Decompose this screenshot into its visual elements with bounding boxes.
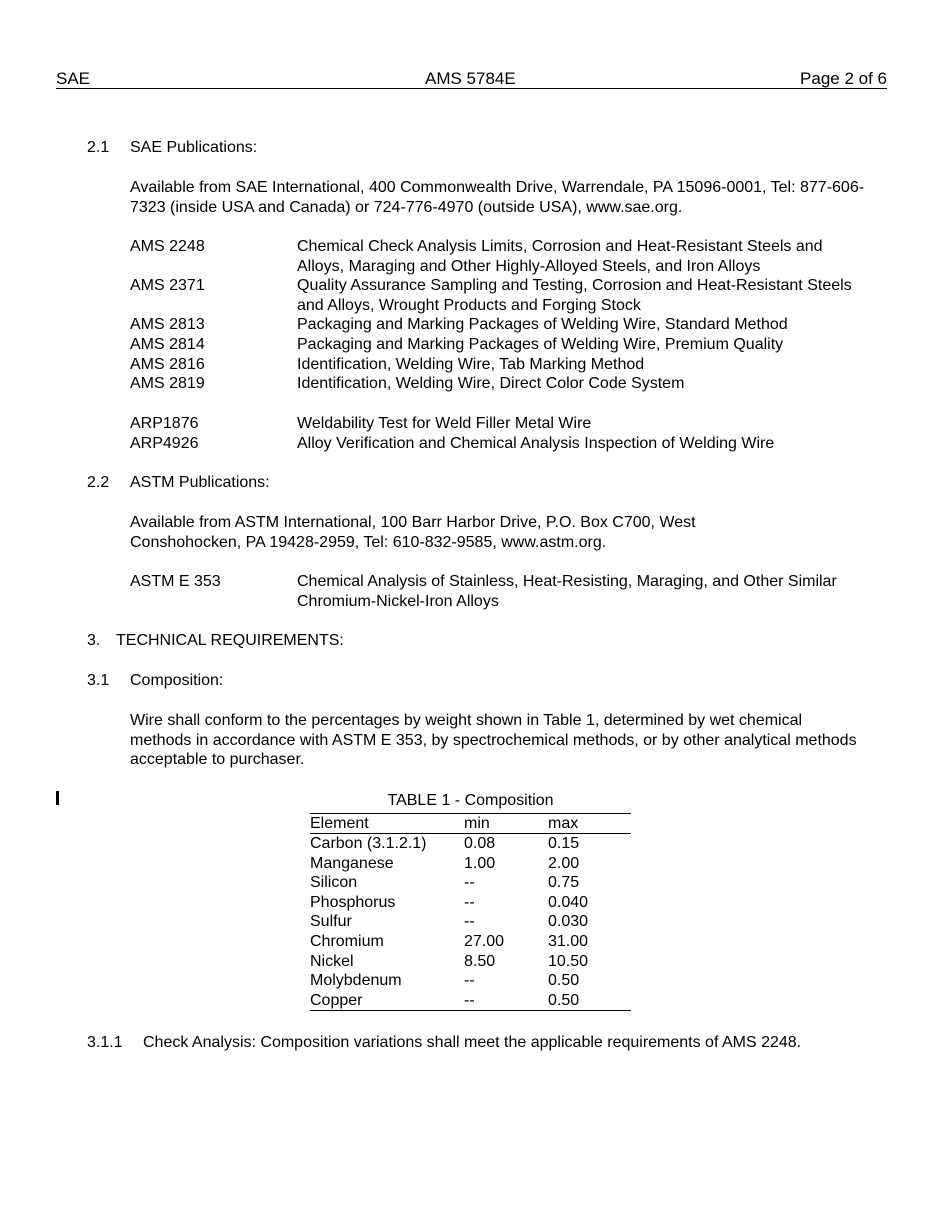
table-row [310,912,631,932]
max-cell: 0.75 [548,874,580,892]
reference-code: AMS 2371 [130,277,205,295]
page-header [56,69,887,89]
section-number: 3.1.1 [87,1034,123,1051]
element-cell: Chromium [310,932,384,950]
min-cell: -- [464,913,475,931]
max-cell: 0.50 [548,972,580,990]
element-cell: Silicon [310,874,358,892]
table-row [310,893,631,913]
reference-row [130,374,870,394]
sae-reference-list [130,237,870,394]
reference-row [130,434,870,454]
table-header-row [310,814,631,834]
reference-row [130,414,870,434]
table-row [310,854,631,874]
arp-reference-list [130,414,870,453]
reference-code: AMS 2819 [130,375,205,393]
section-2-2-heading [87,473,270,493]
element-cell: Nickel [310,952,354,970]
composition-table [310,791,631,1011]
min-cell: -- [464,972,475,990]
element-cell: Phosphorus [310,893,396,911]
section-title: TECHNICAL REQUIREMENTS: [116,632,344,649]
reference-code: AMS 2248 [130,238,205,255]
table-row [310,834,631,854]
table-row [310,971,631,991]
element-cell: Sulfur [310,913,352,931]
section-title: Composition: [130,672,224,689]
element-cell: Molybdenum [310,972,402,990]
max-cell: 31.00 [548,932,589,950]
astm-reference-list [130,572,870,611]
min-cell: -- [464,991,548,1011]
header-org: SAE [56,69,91,88]
table-row [310,952,631,972]
section-number: 2.2 [87,474,110,491]
max-cell: 10.50 [548,952,589,970]
element-cell: Copper [310,991,464,1011]
reference-code: ARP1876 [130,415,199,432]
header-doc-number: AMS 5784E [425,69,516,88]
reference-row [130,276,870,315]
section-title: SAE Publications: [130,139,258,156]
reference-code: AMS 2813 [130,316,205,334]
section-2-1-heading [87,138,258,158]
section-3-heading [87,631,344,651]
composition-text: Wire shall conform to the percentages by weight shown in Table 1, determined by wet chemical methods in accordance with ASTM E 353, by spectrochemical methods, or by other analytical methods acceptable to purchaser. [130,712,857,769]
min-cell: 8.50 [464,952,496,970]
min-cell: 27.00 [464,932,505,950]
section-3-1-heading [87,671,224,691]
reference-code: AMS 2814 [130,335,205,353]
reference-code: ASTM E 353 [130,573,221,590]
reference-title: Quality Assurance Sampling and Testing, Corrosion and Heat-Resistant Steels and Alloys, Wrought Products and Forging Stock [297,277,852,314]
reference-row [130,355,870,375]
section-number: 3.1 [87,672,110,689]
composition-table-grid [310,814,631,1011]
reference-code: ARP4926 [130,434,199,452]
reference-row [130,315,870,335]
column-header: min [464,814,548,834]
section-title: ASTM Publications: [130,474,270,491]
reference-title: Weldability Test for Weld Filler Metal Wire [297,415,592,432]
reference-title: Identification, Welding Wire, Direct Color Code System [297,375,685,393]
max-cell: 2.00 [548,854,580,872]
table-row [310,873,631,893]
revision-change-bar [56,791,59,805]
max-cell: 0.15 [548,835,580,852]
min-cell: -- [464,874,475,892]
min-cell: -- [464,893,475,911]
header-page-number: Page 2 of 6 [800,69,887,88]
section-3-1-1 [87,1033,802,1053]
reference-row [130,237,870,276]
sae-availability-text: Available from SAE International, 400 Commonwealth Drive, Warrendale, PA 15096-0001, Tel: 877-606-7323 (inside USA and Canada) or 724-776-4970 (outside USA), www.sae.org. [130,179,865,216]
reference-title: Chemical Analysis of Stainless, Heat-Resisting, Maraging, and Other Similar Chromium-Nickel-Iron Alloys [297,573,837,610]
table-row [310,991,631,1011]
max-cell: 0.040 [548,893,589,911]
section-number: 2.1 [87,139,110,156]
check-analysis-text: Check Analysis: Composition variations shall meet the applicable requirements of AMS 2248. [143,1034,802,1051]
element-cell: Carbon (3.1.2.1) [310,835,427,852]
max-cell: 0.030 [548,913,589,931]
max-cell: 0.50 [548,991,631,1011]
element-cell: Manganese [310,854,394,872]
section-number: 3. [87,632,101,649]
reference-row [130,335,870,355]
reference-title: Alloy Verification and Chemical Analysis Inspection of Welding Wire [297,434,775,452]
column-header: max [548,814,631,834]
reference-title: Packaging and Marking Packages of Welding Wire, Premium Quality [297,335,784,353]
reference-title: Identification, Welding Wire, Tab Marking Method [297,355,645,373]
reference-code: AMS 2816 [130,355,205,373]
table-caption: TABLE 1 - Composition [310,791,631,814]
table-row [310,932,631,952]
astm-availability-text: Available from ASTM International, 100 Barr Harbor Drive, P.O. Box C700, West Conshohocken, PA 19428-2959, Tel: 610-832-9585, www.astm.org. [130,514,696,551]
reference-title: Packaging and Marking Packages of Welding Wire, Standard Method [297,316,788,334]
min-cell: 0.08 [464,835,496,852]
min-cell: 1.00 [464,854,496,872]
reference-title: Chemical Check Analysis Limits, Corrosion and Heat-Resistant Steels and Alloys, Maraging and Other Highly-Alloyed Steels, and Iron Alloys [297,238,823,275]
column-header: Element [310,814,464,834]
reference-row [130,572,870,611]
